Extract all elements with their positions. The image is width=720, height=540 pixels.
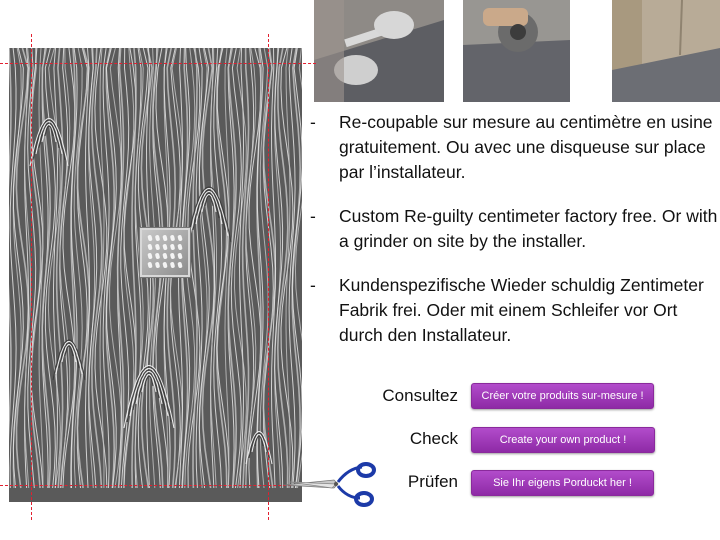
cut-line-top: [0, 63, 316, 64]
photo-installed-tray: [612, 0, 720, 102]
shower-tray-image: [9, 48, 302, 502]
photo-grinder: [463, 0, 570, 102]
cta-label-fr: Consultez: [382, 386, 458, 405]
create-product-button-en[interactable]: Create your own product !: [471, 427, 655, 453]
drain-grate-icon: [140, 228, 190, 277]
scissors-icon: [282, 458, 378, 510]
cut-line-right: [268, 34, 269, 520]
create-product-button-fr[interactable]: Créer votre produits sur-mesure !: [471, 383, 654, 409]
cut-line-left: [31, 34, 32, 520]
bullet-text: Kundenspezifische Wieder schuldig Zentimeter Fabrik frei. Oder mit einem Schleifer vor Ort durch den Installateur.: [339, 275, 704, 345]
bullet-french: - Re-coupable sur mesure au centimètre en usine gratuitement. Ou avec une disqueuse sur place par l’installateur.: [310, 112, 713, 182]
bullet-english: - Custom Re-guilty centimeter factory free. Or with a grinder on site by the installer.: [310, 206, 718, 251]
create-product-button-de[interactable]: Sie Ihr eigens Porduckt her !: [471, 470, 654, 496]
bullet-german: - Kundenspezifische Wieder schuldig Zentimeter Fabrik frei. Oder mit einem Schleifer vor Ort durch den Installateur.: [310, 275, 704, 345]
bullet-text: Re-coupable sur mesure au centimètre en usine gratuitement. Ou avec une disqueuse sur place par l’installateur.: [339, 112, 713, 182]
photo-cutting-tray: [314, 0, 444, 102]
description-list: [308, 110, 718, 367]
cta-label-en: Check: [409, 429, 458, 448]
bullet-text: Custom Re-guilty centimeter factory free. Or with a grinder on site by the installer.: [339, 206, 718, 251]
cut-line-bottom: [0, 485, 316, 486]
cta-label-de: Prüfen: [407, 472, 458, 491]
